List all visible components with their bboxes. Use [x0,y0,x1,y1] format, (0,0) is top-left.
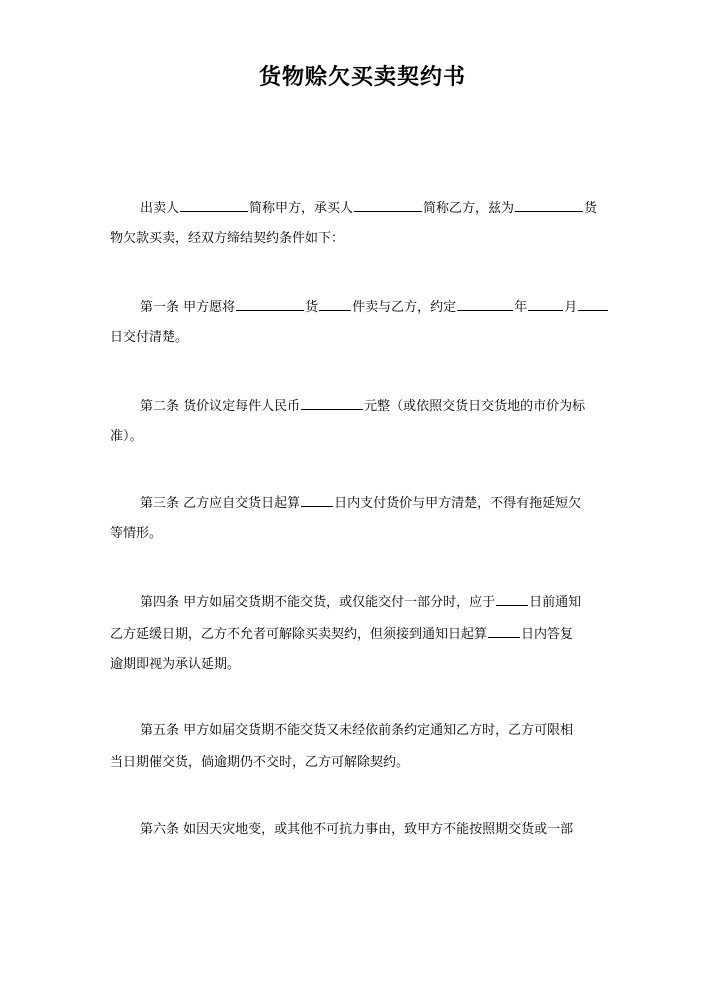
article-1-text-c: 件卖与乙方，约定 [352,300,457,315]
article-6-line-1: 第六条 如因天灾地变，或其他不可抗力事由，致甲方不能按照期交货或一部 [140,822,574,837]
article-4-text-b: 日前通知 [529,595,582,610]
reply-days-blank [488,623,520,638]
article-3-line-1 [140,492,581,514]
article-2-text-b: 元整（或依照交货日交货地的市价为标 [364,399,586,414]
month-blank [528,296,563,311]
article-4-line-3: 逾期即视为承认延期。 [110,657,241,672]
article-5-line-2: 当日期催交货，倘逾期仍不交时，乙方可解除契约。 [110,755,410,770]
article-1-line-2: 日交付清楚。 [110,330,189,345]
buyer-label: 简称甲方，承买人 [249,201,354,216]
day-blank [578,296,608,311]
article-3-line-2: 等情形。 [110,526,163,541]
article-1-line-1 [140,296,609,318]
article-4-text-d: 日内答复 [521,627,574,642]
article-4-text-c: 乙方延缓日期，乙方不允者可解除买卖契约，但须接到通知日起算 [110,627,488,642]
article-3-text-b: 日内支付货价与甲方清楚，不得有拖延短欠 [334,496,582,511]
buyer-name-blank [354,197,422,212]
price-blank [301,395,363,410]
article-4-text-a: 第四条 甲方如届交货期不能交货，或仅能交付一部分时，应于 [140,595,496,610]
notice-days-blank [496,591,528,606]
article-1-text-b: 货 [305,300,319,315]
article-3-text-a: 第三条 乙方应自交货日起算 [140,496,301,511]
year-blank [457,296,513,311]
article-4-line-2 [110,623,573,645]
goods-intro-label: 简称乙方，兹为 [423,201,515,216]
intro-line-2: 物欠款买卖，经双方缔结契约条件如下： [110,231,345,246]
article-5-line-1: 第五条 甲方如届交货期不能交货又未经依前条约定通知乙方时，乙方可限相 [140,723,574,738]
year-label: 年 [514,300,528,315]
month-label: 月 [564,300,578,315]
intro-line-1 [140,197,597,219]
quantity-blank [319,296,351,311]
seller-label: 出卖人 [140,201,180,216]
payment-days-blank [301,492,333,507]
article-2-text-a: 第二条 货价议定每件人民币 [140,399,301,414]
article-4-line-1 [140,591,581,613]
goods-type-blank [236,296,304,311]
article-1-text-a: 第一条 甲方愿将 [140,300,236,315]
article-2-line-1 [140,395,585,417]
goods-name-blank [515,197,583,212]
document-title: 货物赊欠买卖契约书 [258,65,466,90]
goods-suffix: 货 [584,201,598,216]
article-2-line-2: 准）。 [110,429,143,444]
seller-name-blank [180,197,248,212]
